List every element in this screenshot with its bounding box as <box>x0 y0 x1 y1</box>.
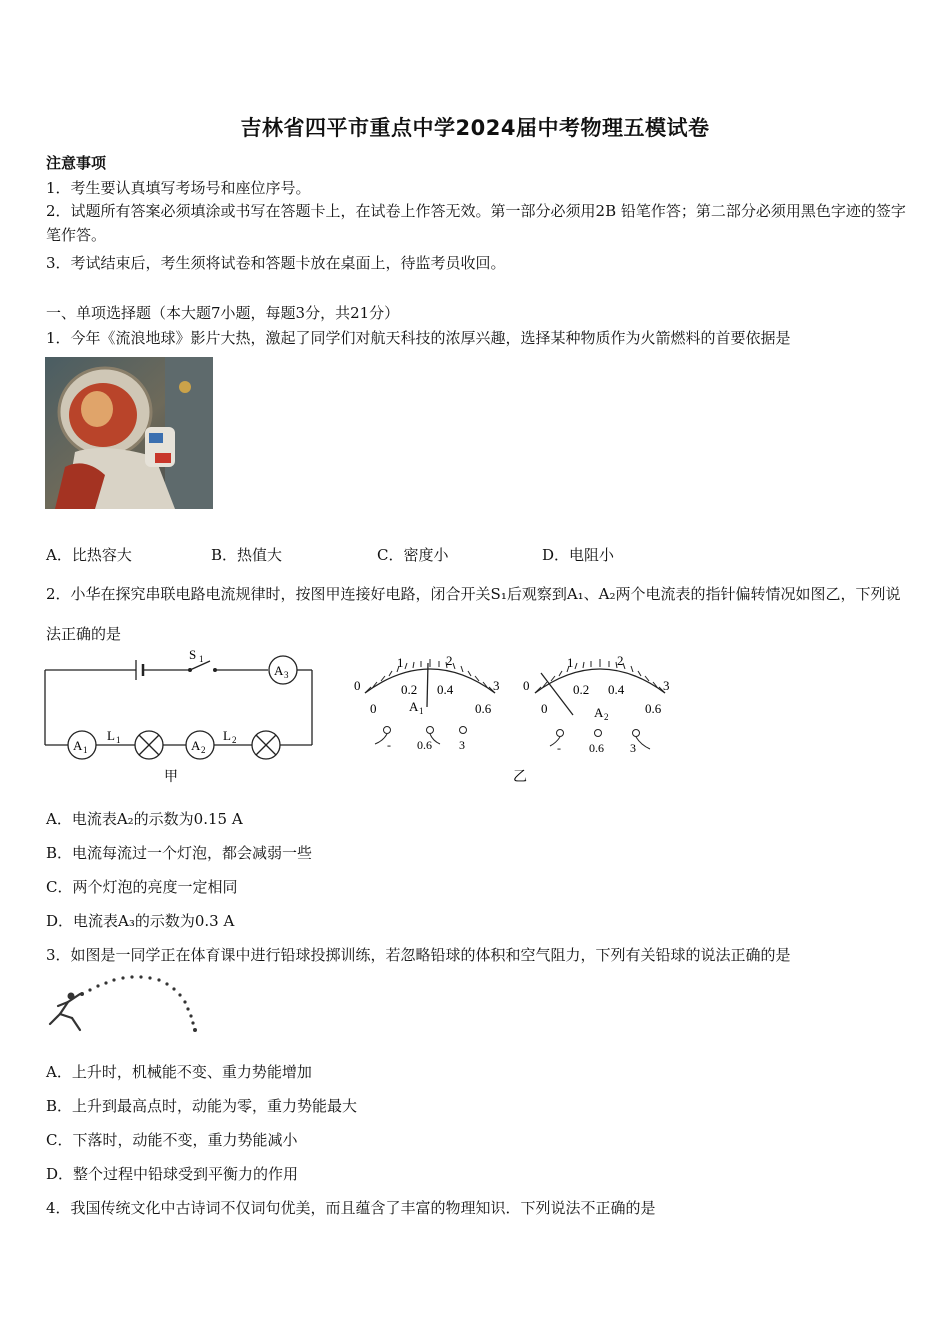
q2-option-b: B．电流每流过一个灯泡，都会减弱一些 <box>46 844 313 862</box>
notice-heading: 注意事项 <box>46 154 107 172</box>
m2-term-neg: - <box>557 741 561 755</box>
notice-item-3: 3．考试结束后，考生须将试卷和答题卡放在桌面上，待监考员收回。 <box>46 254 506 272</box>
m2-bot-2: 0.4 <box>608 682 625 697</box>
a2-label: A <box>191 738 201 753</box>
q1-option-c: C．密度小 <box>377 546 449 564</box>
q2-option-d: D．电流表A₃的示数为0.3 A <box>46 912 235 930</box>
q1-stem: 1．今年《流浪地球》影片大热，激起了同学们对航天科技的浓厚兴趣，选择某种物质作为火箭燃料的首要依据是 <box>46 329 791 347</box>
m1-bot-1: 0.2 <box>401 682 418 697</box>
m1-top-0: 0 <box>354 678 361 693</box>
q1-option-a: A．比热容大 <box>46 546 132 564</box>
meter-a1 <box>354 653 500 752</box>
m1-top-1: 1 <box>397 655 404 670</box>
m2-term-06: 0.6 <box>589 741 604 755</box>
circuit-diagram <box>40 645 325 790</box>
q3-option-d: D．整个过程中铅球受到平衡力的作用 <box>46 1165 299 1183</box>
q2-stem: 2．小华在探究串联电路电流规律时，按图甲连接好电路，闭合开关S₁后观察到A₁、A₂两个电流表的指针偏转情况如图乙，下列说法正确的是 <box>46 585 901 643</box>
section-heading: 一、单项选择题（本大题7小题，每题3分，共21分） <box>46 304 400 322</box>
q4-stem: 4．我国传统文化中古诗词不仅词句优美，而且蕴含了丰富的物理知识．下列说法不正确的是 <box>46 1199 656 1217</box>
m1-term-3: 3 <box>459 738 465 752</box>
q1-option-d: D．电阻小 <box>542 546 615 564</box>
m2-top-3: 3 <box>663 678 670 693</box>
m2-bot-1: 0.2 <box>573 682 590 697</box>
meter-a2 <box>523 653 670 755</box>
m1-label-sub: 1 <box>419 706 424 716</box>
l1-label: L <box>107 728 115 743</box>
m1-top-2: 2 <box>446 653 453 668</box>
a3-label-sub: 3 <box>284 670 289 680</box>
a1-label-sub: 1 <box>83 745 88 755</box>
page-title: 吉林省四平市重点中学2024届中考物理五模试卷 <box>240 116 710 140</box>
m1-bot-0: 0 <box>370 701 377 716</box>
m1-term-neg: - <box>387 738 391 752</box>
a2-label-sub: 2 <box>201 745 206 755</box>
m1-bot-2: 0.4 <box>437 682 454 697</box>
meters-caption: 乙 <box>513 770 527 785</box>
m2-term-3: 3 <box>630 741 636 755</box>
m2-bot-0: 0 <box>541 701 548 716</box>
l2-label: L <box>223 728 231 743</box>
a3-label: A <box>274 663 284 678</box>
circuit-caption: 甲 <box>164 770 178 785</box>
q3-option-c: C．下落时，动能不变，重力势能减小 <box>46 1131 298 1149</box>
m2-label-sub: 2 <box>604 712 609 722</box>
notice-item-1: 1．考生要认真填写考场号和座位序号。 <box>46 179 311 197</box>
m2-bot-3: 0.6 <box>645 701 662 716</box>
l1-label-sub: 1 <box>116 735 121 745</box>
astronaut-image <box>45 357 213 509</box>
q2-option-c: C．两个灯泡的亮度一定相同 <box>46 878 238 896</box>
a1-label: A <box>73 738 83 753</box>
l2-label-sub: 2 <box>232 735 237 745</box>
m2-label: A <box>594 705 604 720</box>
m2-top-0: 0 <box>523 678 530 693</box>
q2-option-a: A．电流表A₂的示数为0.15 A <box>46 810 243 828</box>
ammeter-dials <box>345 645 690 790</box>
q3-option-a: A．上升时，机械能不变、重力势能增加 <box>46 1063 312 1081</box>
q3-stem: 3．如图是一同学正在体育课中进行铅球投掷训练，若忽略铅球的体积和空气阻力，下列有关铅球的说法正确的是 <box>46 946 791 964</box>
m1-term-06: 0.6 <box>417 738 432 752</box>
switch-label: S <box>189 647 197 662</box>
shot-put-figure <box>46 972 206 1037</box>
q3-option-b: B．上升到最高点时，动能为零，重力势能最大 <box>46 1097 358 1115</box>
switch-label-sub: 1 <box>199 654 204 664</box>
notice-item-2: 2．试题所有答案必须填涂或书写在答题卡上，在试卷上作答无效。第一部分必须用2B 铅笔作答；第二部分必须用黑色字迹的签字笔作答。 <box>46 202 906 244</box>
m1-top-3: 3 <box>493 678 500 693</box>
m2-top-1: 1 <box>567 655 574 670</box>
m2-top-2: 2 <box>617 653 624 668</box>
q1-option-b: B．热值大 <box>211 546 283 564</box>
m1-bot-3: 0.6 <box>475 701 492 716</box>
m1-label: A <box>409 699 419 714</box>
